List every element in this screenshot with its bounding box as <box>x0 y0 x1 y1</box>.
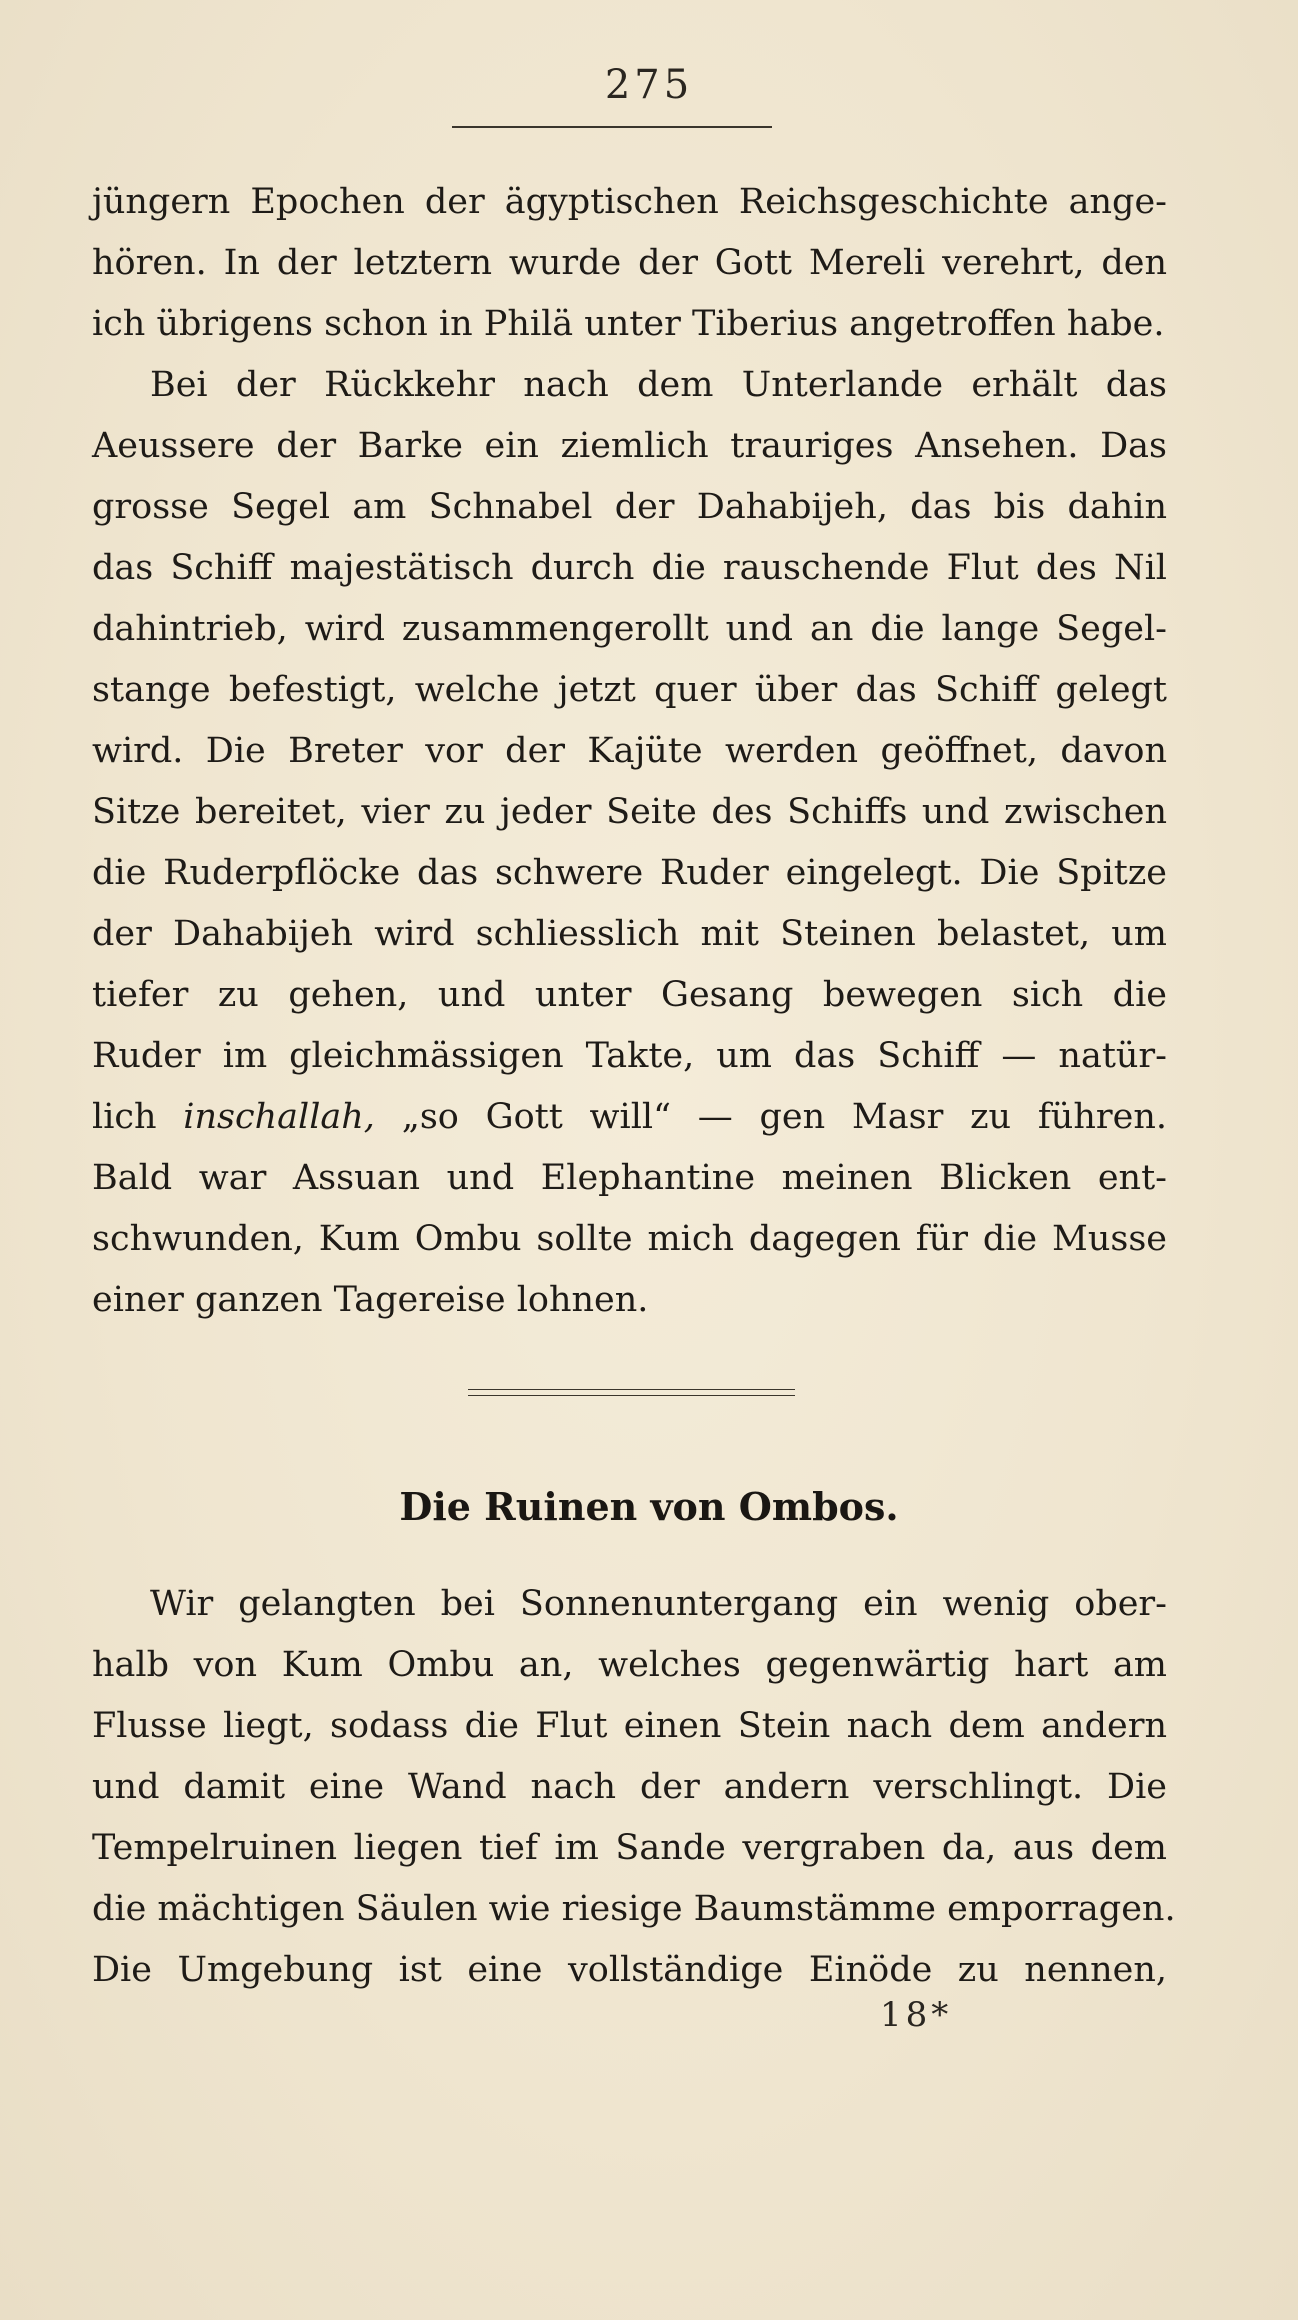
text-line: tiefer zu gehen, und unter Gesang bewegen sich die <box>92 975 1167 1015</box>
text-segment: lich <box>92 1097 184 1137</box>
text-line: die Ruderpflöcke das schwere Ruder eingelegt. Die Spitze <box>92 853 1167 893</box>
paragraph-2 <box>92 1574 1176 2001</box>
text-line: und damit eine Wand nach der andern verschlingt. Die <box>92 1767 1167 1807</box>
section-divider <box>468 1389 795 1396</box>
text-line <box>92 1087 1167 1148</box>
text-line: Die Umgebung ist eine vollständige Einöde zu nennen, <box>92 1950 1167 1990</box>
text-line: halb von Kum Ombu an, welches gegenwärtig hart am <box>92 1645 1167 1685</box>
text-line: die mächtigen Säulen wie riesige Baumstämme emporragen. <box>92 1889 1176 1929</box>
text-line: dahintrieb, wird zusammengerollt und an die lange Segel- <box>92 609 1167 649</box>
text-line: jüngern Epochen der ägyptischen Reichsgeschichte ange- <box>92 182 1167 222</box>
text-line: das Schiff majestätisch durch die rauschende Flut des Nil <box>92 548 1167 588</box>
header-rule <box>452 126 772 128</box>
text-line: Flusse liegt, sodass die Flut einen Stein nach dem andern <box>92 1706 1167 1746</box>
text-line: Wir gelangten bei Sonnenuntergang ein wenig ober- <box>150 1584 1167 1624</box>
text-line: stange befestigt, welche jetzt quer über das Schiff gelegt <box>92 670 1167 710</box>
page-number: 275 <box>604 62 694 108</box>
section-heading: Die Ruinen von Ombos. <box>399 1484 899 1529</box>
text-line: ich übrigens schon in Philä unter Tiberius angetroffen habe. <box>92 304 1165 344</box>
text-line: der Dahabijeh wird schliesslich mit Steinen belastet, um <box>92 914 1167 954</box>
text-line: Aeussere der Barke ein ziemlich trauriges Ansehen. Das <box>92 426 1167 466</box>
signature-mark: 18* <box>880 1995 953 2035</box>
text-line: Sitze bereitet, vier zu jeder Seite des Schiffs und zwischen <box>92 792 1167 832</box>
text-segment: „so Gott will“ — gen Masr zu führen. <box>374 1097 1167 1137</box>
text-line: wird. Die Breter vor der Kajüte werden geöffnet, davon <box>92 731 1167 771</box>
text-line: einer ganzen Tagereise lohnen. <box>92 1280 649 1320</box>
text-line: Tempelruinen liegen tief im Sande vergraben da, aus dem <box>92 1828 1167 1868</box>
text-line: schwunden, Kum Ombu sollte mich dagegen für die Musse <box>92 1219 1167 1259</box>
text-line: hören. In der letztern wurde der Gott Mereli verehrt, den <box>92 243 1167 283</box>
paragraph-1 <box>92 172 1167 1331</box>
text-line: grosse Segel am Schnabel der Dahabijeh, das bis dahin <box>92 487 1167 527</box>
text-line: Bald war Assuan und Elephantine meinen Blicken ent- <box>92 1158 1167 1198</box>
text-line: Bei der Rückkehr nach dem Unterlande erhält das <box>150 365 1167 405</box>
text-line: Ruder im gleichmässigen Takte, um das Schiff — natür- <box>92 1036 1167 1076</box>
italic-phrase: inschallah, <box>183 1097 375 1137</box>
